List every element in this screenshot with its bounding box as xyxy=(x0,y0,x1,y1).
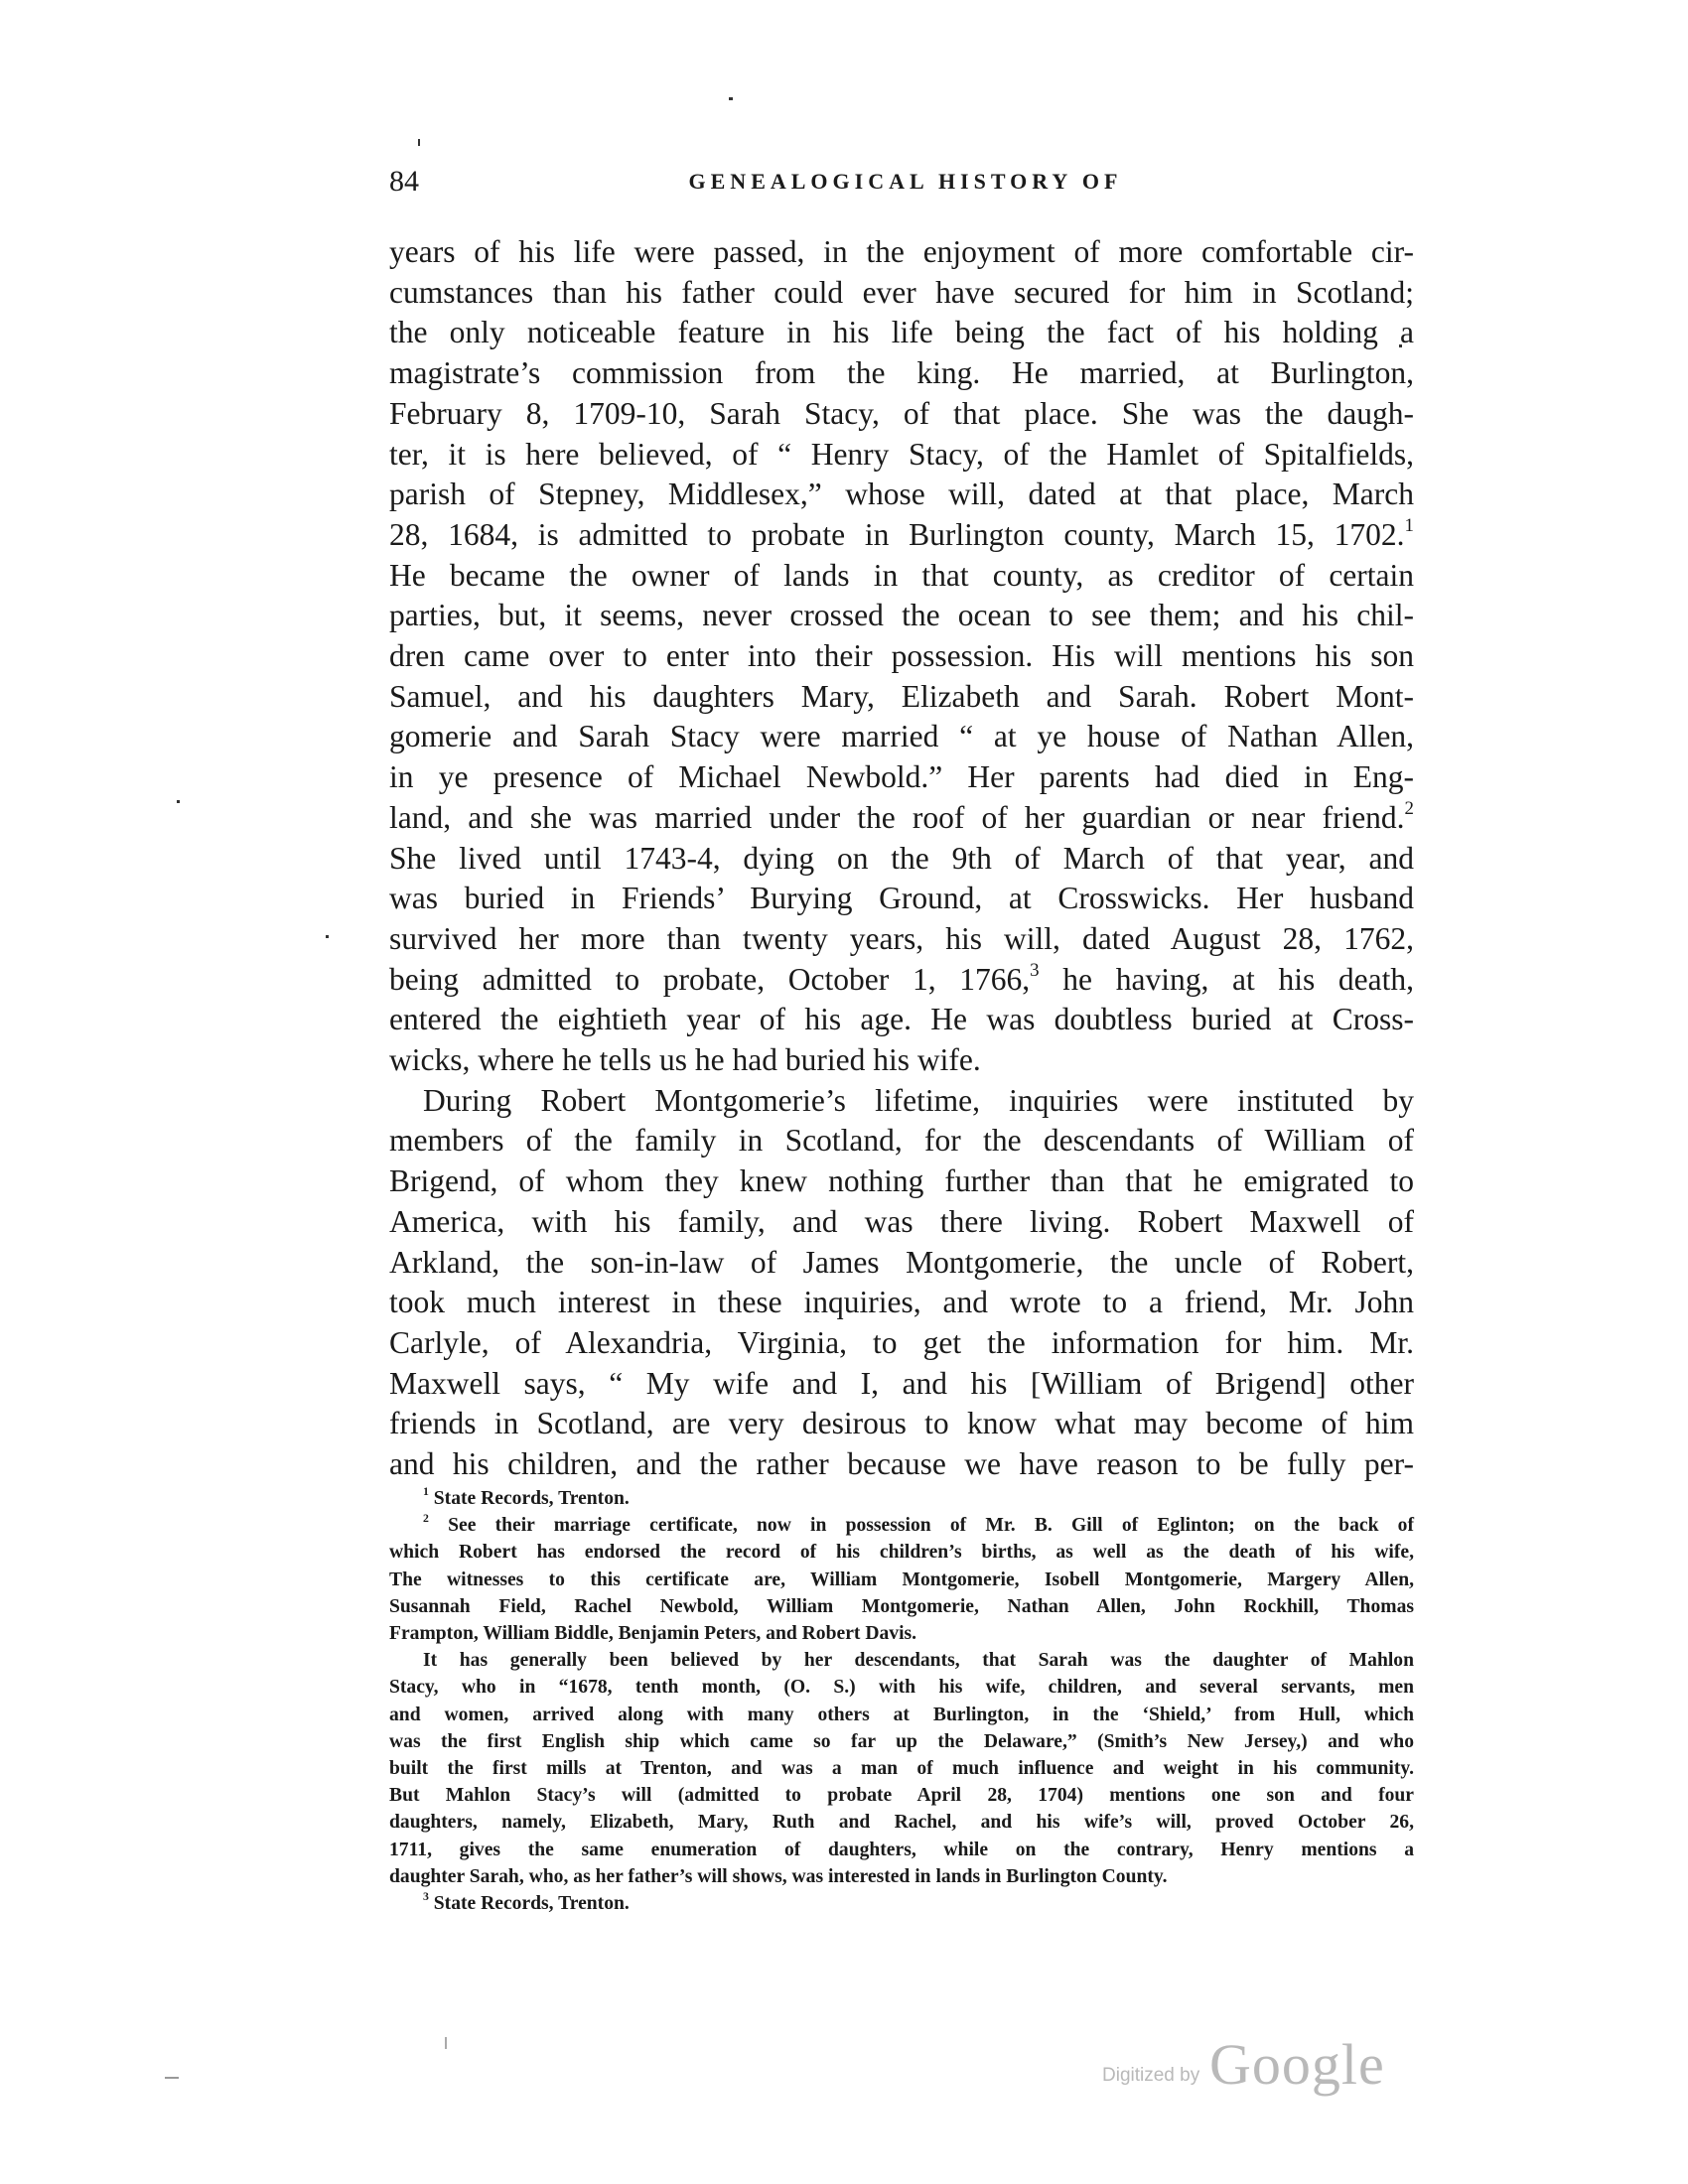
text-line: She lived until 1743-4, dying on the 9th of March of that year, and xyxy=(389,840,1414,876)
footnote-2-line: was the first English ship which came so far up the Delaware,” (Smith’s New Jersey,) and who xyxy=(389,1730,1414,1752)
text-line: took much interest in these inquiries, and wrote to a friend, Mr. John xyxy=(389,1285,1414,1320)
text-line: members of the family in Scotland, for the descendants of William of xyxy=(389,1123,1414,1159)
footnote-mark: 1 xyxy=(423,1485,429,1499)
text-line: Brigend, of whom they knew nothing further than that he emigrated to xyxy=(389,1163,1414,1199)
text-line: survived her more than twenty years, his will, dated August 28, 1762, xyxy=(389,920,1414,956)
footnote-text: See their marriage certificate, now in possession of Mr. B. Gill of Eglinton; on the back of xyxy=(448,1515,1414,1537)
text-line: in ye presence of Michael Newbold.” Her parents had died in Eng- xyxy=(389,759,1414,795)
text-line: Arkland, the son-in-law of James Montgomerie, the uncle of Robert, xyxy=(389,1244,1414,1280)
text-run: land, and she was married under the roof of her guardian or near friend. xyxy=(389,799,1405,835)
text-line: wicks, where he tells us he had buried his wife. xyxy=(389,1042,981,1078)
text-line: was buried in Friends’ Burying Ground, at Crosswicks. Her husband xyxy=(389,881,1414,916)
text-line: He became the owner of lands in that county, as creditor of certain xyxy=(389,557,1414,593)
google-logo: Google xyxy=(1209,2032,1385,2097)
text-line: gomerie and Sarah Stacy were married “ at ye house of Nathan Allen, xyxy=(389,719,1414,754)
text-line: America, with his family, and was there living. Robert Maxwell of xyxy=(389,1203,1414,1239)
footnotes xyxy=(389,1485,1414,1917)
text-line: and his children, and the rather because we have reason to be fully per- xyxy=(389,1446,1414,1482)
footnote-2-line: The witnesses to this certificate are, William Montgomerie, Isobell Montgomerie, Margery Allen, xyxy=(389,1569,1414,1590)
scan-speck xyxy=(445,2037,447,2049)
text-line: the only noticeable feature in his life being the fact of his holding a xyxy=(389,315,1414,350)
footnote-2-line xyxy=(389,1512,1414,1539)
page-number: 84 xyxy=(389,165,419,198)
footnote-mark: 2 xyxy=(423,1512,429,1526)
scan-speck xyxy=(177,800,180,803)
footnote-3 xyxy=(389,1890,1414,1917)
footnote-ref: 2 xyxy=(1404,797,1414,819)
body-text xyxy=(389,232,1414,1485)
text-line: Samuel, and his daughters Mary, Elizabeth and Sarah. Robert Mont- xyxy=(389,678,1414,714)
text-line xyxy=(389,798,1414,839)
footnote-2-line: 1711, gives the same enumeration of daughters, while on the contrary, Henry mentions a xyxy=(389,1839,1414,1860)
digitized-by-label: Digitized by xyxy=(1102,2065,1200,2086)
footnote-ref: 3 xyxy=(1030,959,1040,981)
text-line: friends in Scotland, are very desirous to know what may become of him xyxy=(389,1406,1414,1441)
footnote-2-line: daughter Sarah, who, as her father’s will shows, was interested in lands in Burlington County. xyxy=(389,1865,1168,1887)
footnote-2-line: and women, arrived along with many others at Burlington, in the ‘Shield,’ from Hull, which xyxy=(389,1704,1414,1725)
text-line: dren came over to enter into their possession. His will mentions his son xyxy=(389,638,1414,674)
footnote-2-line: daughters, namely, Elizabeth, Mary, Ruth and Rachel, and his wife’s will, proved October 26, xyxy=(389,1812,1414,1834)
text-line xyxy=(389,960,1414,1001)
text-line: parties, but, it seems, never crossed the ocean to see them; and his chil- xyxy=(389,598,1414,633)
text-line: During Robert Montgomerie’s lifetime, inquiries were instituted by xyxy=(423,1082,1414,1118)
running-head: GENEALOGICAL HISTORY OF xyxy=(688,169,1123,194)
text-line: Maxwell says, “ My wife and I, and his [William of Brigend] other xyxy=(389,1365,1414,1401)
google-watermark xyxy=(1102,2031,1400,2101)
text-run: 28, 1684, is admitted to probate in Burlington county, March 15, 1702. xyxy=(389,516,1405,552)
footnote-2-line: Susannah Field, Rachel Newbold, William Montgomerie, Nathan Allen, John Rockhill, Thomas xyxy=(389,1595,1414,1617)
text-line: Carlyle, of Alexandria, Virginia, to get the information for him. Mr. xyxy=(389,1324,1414,1360)
footnote-2-line: built the first mills at Trenton, and was a man of much influence and weight in his community. xyxy=(389,1758,1414,1780)
scan-speck xyxy=(165,2077,179,2079)
scan-speck xyxy=(326,935,329,938)
footnote-text: State Records, Trenton. xyxy=(433,1893,630,1915)
text-line: parish of Stepney, Middlesex,” whose will, dated at that place, March xyxy=(389,477,1414,512)
text-line: ter, it is here believed, of “ Henry Stacy, of the Hamlet of Spitalfields, xyxy=(389,436,1414,472)
scan-speck xyxy=(729,97,733,100)
text-line xyxy=(389,515,1414,556)
footnote-1 xyxy=(389,1485,1414,1512)
text-line: entered the eightieth year of his age. He was doubtless buried at Cross- xyxy=(389,1002,1414,1037)
footnote-ref: 1 xyxy=(1404,514,1414,536)
footnote-2-line: But Mahlon Stacy’s will (admitted to probate April 28, 1704) mentions one son and four xyxy=(389,1785,1414,1807)
text-line: years of his life were passed, in the enjoyment of more comfortable cir- xyxy=(389,234,1414,269)
page-header xyxy=(389,165,1402,205)
footnote-text: State Records, Trenton. xyxy=(433,1488,630,1509)
footnote-2-line: which Robert has endorsed the record of his children’s births, as well as the death of his wife, xyxy=(389,1542,1414,1564)
text-run: being admitted to probate, October 1, 1766, xyxy=(389,961,1031,997)
scan-speck xyxy=(418,139,420,146)
text-line: magistrate’s commission from the king. He married, at Burlington, xyxy=(389,355,1414,391)
footnote-2-line: It has generally been believed by her descendants, that Sarah was the daughter of Mahlon xyxy=(423,1650,1414,1672)
footnote-mark: 3 xyxy=(423,1890,429,1904)
footnote-2-line: Frampton, William Biddle, Benjamin Peters, and Robert Davis. xyxy=(389,1623,917,1645)
text-run: he having, at his death, xyxy=(1039,961,1414,997)
text-line: February 8, 1709-10, Sarah Stacy, of that place. She was the daugh- xyxy=(389,395,1414,431)
text-line: cumstances than his father could ever have secured for him in Scotland; xyxy=(389,274,1414,310)
footnote-2-line: Stacy, who in “1678, tenth month, (O. S.) with his wife, children, and several servants, men xyxy=(389,1677,1414,1699)
